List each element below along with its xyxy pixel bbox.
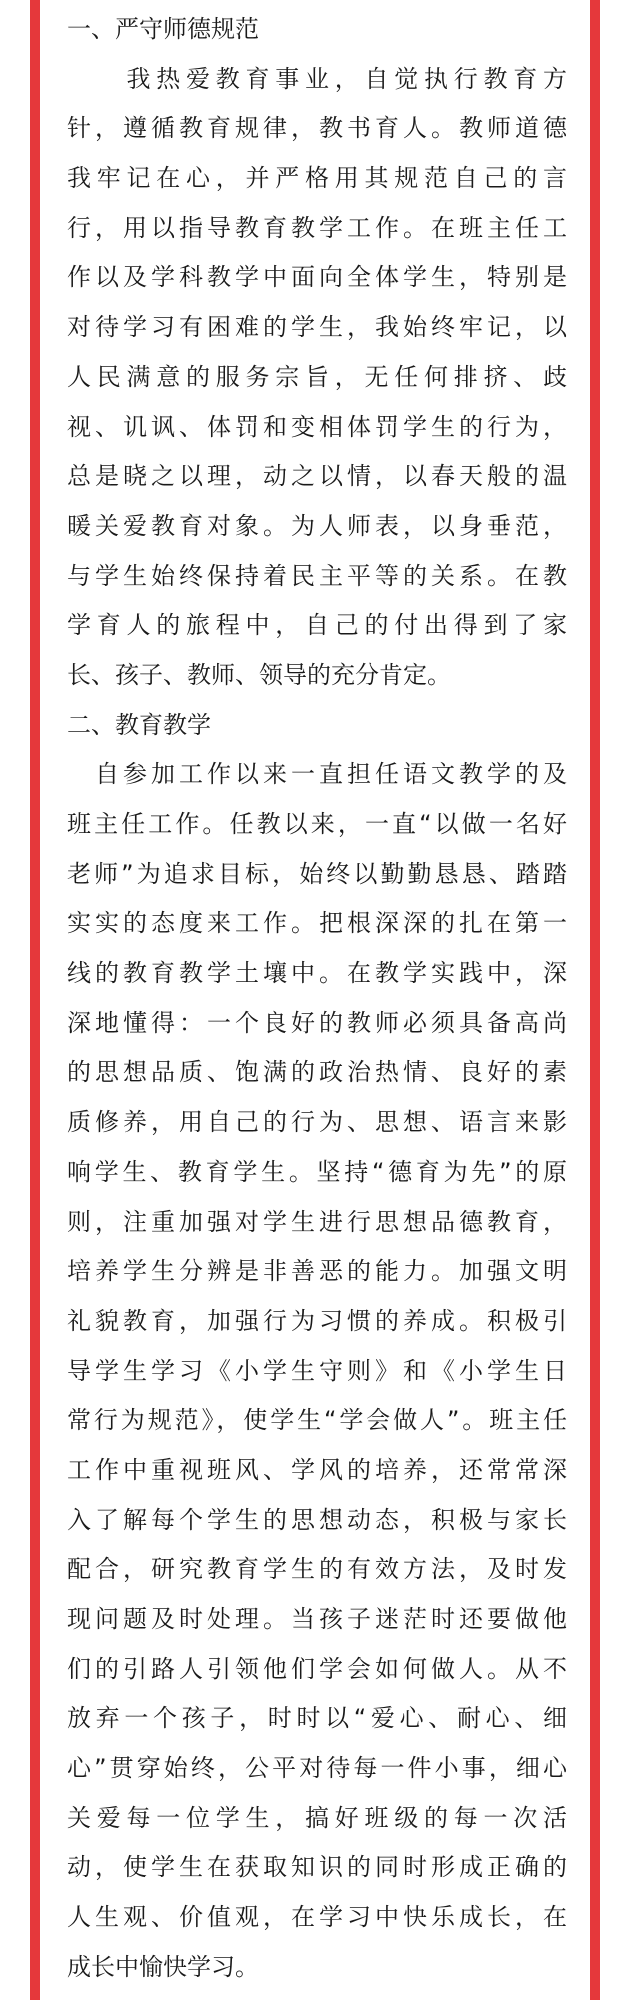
paragraph-line: 心”贯穿始终，公平对待每一件小事，细心 — [67, 1754, 567, 1783]
paragraph-line: 成长中愉快学习。 — [67, 1952, 259, 1981]
paragraph-line: 导学生学习《小学生守则》和《小学生日 — [67, 1356, 567, 1385]
paragraph-line: 与学生始终保持着民主平等的关系。在教 — [67, 561, 567, 590]
paragraph-line: 工作中重视班风、学风的培养，还常常深 — [67, 1455, 567, 1484]
paragraph-line: 动，使学生在获取知识的同时形成正确的 — [67, 1853, 567, 1882]
paragraph-line: 常行为规范》，使学生“学会做人”。班主任 — [67, 1406, 567, 1435]
section-2-paragraph — [67, 750, 567, 1992]
paragraph-line: 培养学生分辨是非善恶的能力。加强文明 — [67, 1257, 567, 1286]
left-red-border — [30, 0, 40, 2000]
section-heading-2: 二、教育教学 — [67, 710, 211, 739]
right-red-border — [590, 0, 600, 2000]
paragraph-line: 质修养，用自己的行为、思想、语言来影 — [67, 1108, 567, 1137]
paragraph-line: 实实的态度来工作。把根深深的扎在第一 — [67, 909, 567, 938]
article-body — [67, 5, 567, 1993]
section-1-paragraph — [67, 55, 567, 701]
paragraph-line: 人生观、价值观，在学习中快乐成长，在 — [67, 1903, 567, 1932]
paragraph-line: 现问题及时处理。当孩子迷茫时还要做他 — [67, 1605, 567, 1633]
paragraph-line: 则，注重加强对学生进行思想品德教育， — [67, 1207, 567, 1236]
paragraph-line: 关爱每一位学生，搞好班级的每一次活 — [67, 1803, 567, 1832]
paragraph-line: 老师”为追求目标，始终以勤勤恳恳、踏踏 — [67, 859, 567, 888]
paragraph-line: 对待学习有困难的学生，我始终牢记，以 — [67, 313, 567, 342]
paragraph-line: 们的引路人引领他们学会如何做人。从不 — [67, 1654, 567, 1683]
paragraph-line: 礼貌教育，加强行为习惯的养成。积极引 — [67, 1306, 567, 1335]
paragraph-line: 长、孩子、教师、领导的充分肯定。 — [67, 660, 451, 689]
paragraph-line: 线的教育教学土壤中。在教学实践中，深 — [67, 959, 567, 988]
paragraph-line: 深地懂得：一个良好的教师必须具备高尚 — [67, 1008, 567, 1037]
paragraph-line: 的思想品质、饱满的政治热情、良好的素 — [67, 1058, 567, 1087]
paragraph-line: 针，遵循教育规律，教书育人。教师道德 — [67, 114, 567, 143]
paragraph-line: 班主任工作。任教以来，一直“以做一名好 — [67, 810, 567, 838]
paragraph-line: 入了解每个学生的思想动态，积极与家长 — [67, 1505, 567, 1534]
paragraph-line: 作以及学科教学中面向全体学生，特别是 — [67, 263, 567, 292]
section-heading-1: 一、严守师德规范 — [67, 15, 259, 43]
paragraph-line: 放弃一个孩子，时时以“爱心、耐心、细 — [67, 1704, 567, 1733]
paragraph-line: 响学生、教育学生。坚持“德育为先”的原 — [67, 1157, 567, 1186]
paragraph-line: 配合，研究教育学生的有效方法，及时发 — [67, 1555, 567, 1584]
paragraph-line: 行，用以指导教育教学工作。在班主任工 — [67, 213, 567, 242]
paragraph-line: 人民满意的服务宗旨，无任何排挤、歧 — [67, 362, 567, 391]
paragraph-line: 我牢记在心，并严格用其规范自己的言 — [67, 164, 567, 193]
paragraph-line: 总是晓之以理，动之以情，以春天般的温 — [67, 462, 567, 491]
paragraph-line: 我热爱教育事业，自觉执行教育方 — [67, 64, 567, 93]
paragraph-line: 自参加工作以来一直担任语文教学的及 — [67, 760, 567, 789]
paragraph-line: 视、讥讽、体罚和变相体罚学生的行为， — [67, 412, 567, 441]
paragraph-line: 学育人的旅程中，自己的付出得到了家 — [67, 611, 567, 640]
paragraph-line: 暖关爱教育对象。为人师表，以身垂范， — [67, 511, 567, 540]
